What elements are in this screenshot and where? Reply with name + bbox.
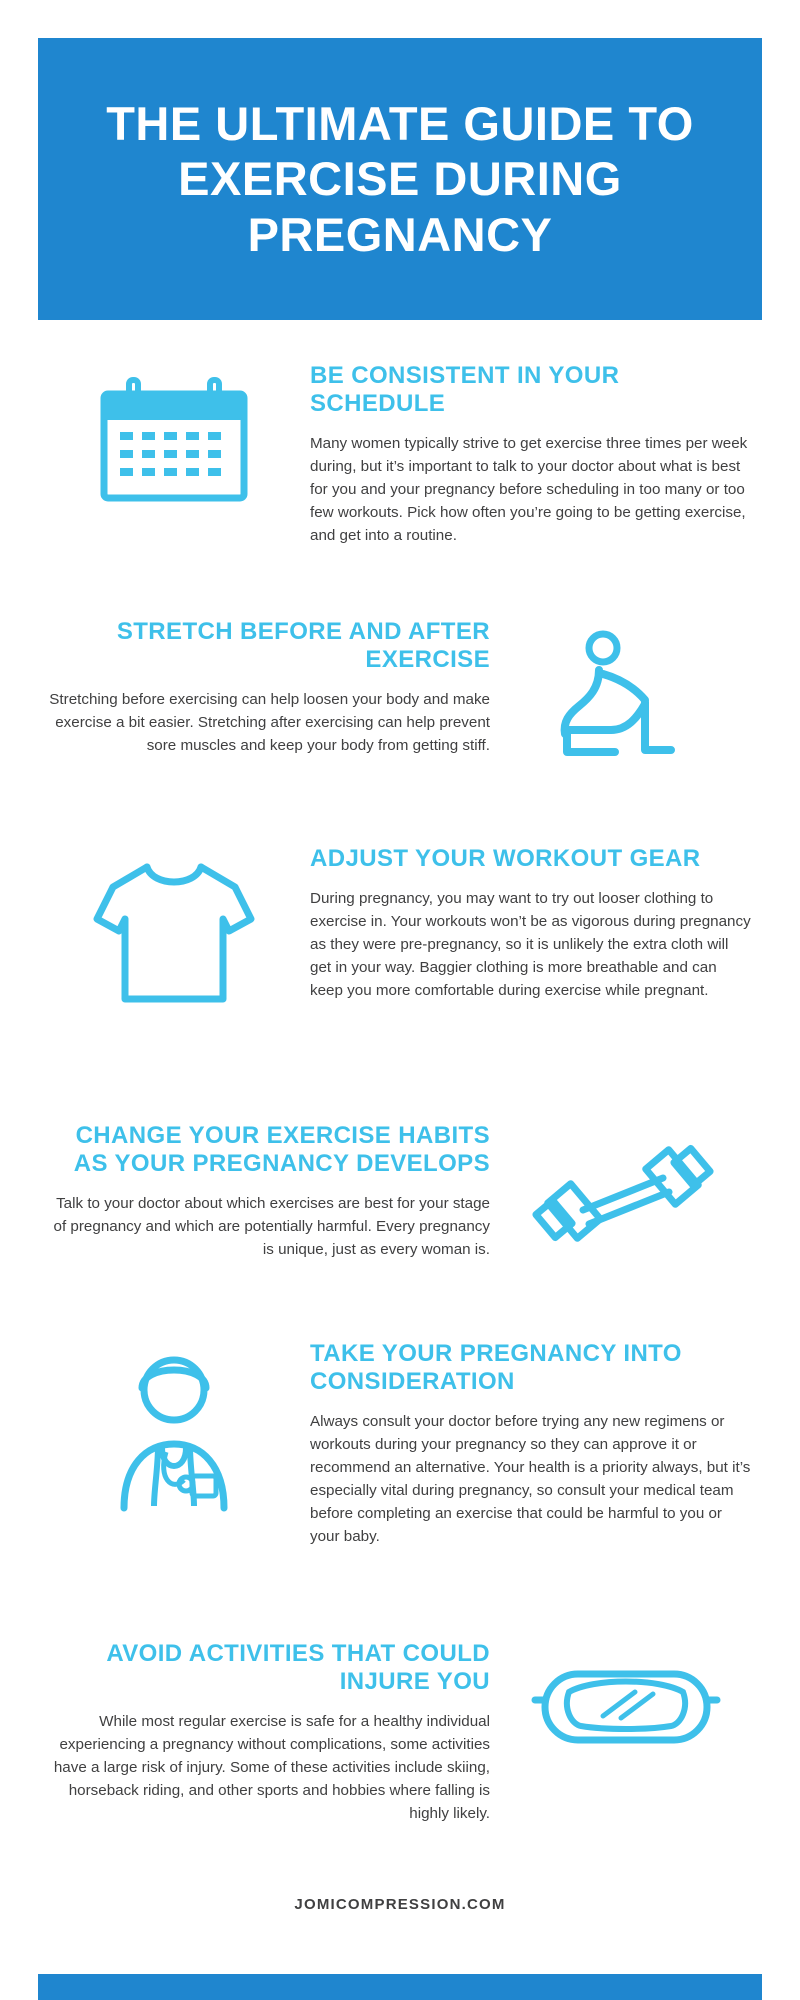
doctor-icon [84,1348,264,1523]
section-body: While most regular exercise is safe for a healthy individual experiencing a pregnancy without complications, some activities have a large risk of injury. Some of these activities include skiing, horseback riding, and other sports and hobbies where falling is highly likely. [53,1712,490,1823]
stretching-person-icon-cell [490,618,762,776]
section-take-pregnancy-into-consideration [38,1340,762,1548]
left-margin [0,0,38,2000]
stretching-person-icon [541,626,711,776]
dumbbell-icon [531,1130,721,1260]
section-body: During pregnancy, you may want to try out looser clothing to exercise in. Your workouts won’t be as vigorous during pregnancy as they were pre-pregnancy, so it is unlikely the extra cloth will get in your way. Baggier clothing is more breathable and can keep you more comfortable during exercise while pregnant. [310,889,751,1000]
section-title: BE CONSISTENT IN YOUR SCHEDULE [310,362,620,417]
section-text [38,1640,490,1825]
calendar-icon-cell [38,362,310,510]
footer-bar [38,1974,762,2000]
section-text [38,1122,490,1261]
section-text [310,1340,762,1548]
section-avoid-activities [38,1640,762,1825]
goggles-icon [531,1648,721,1768]
section-be-consistent [38,362,762,547]
goggles-icon-cell [490,1640,762,1768]
tshirt-icon [79,853,269,1013]
section-workout-gear [38,845,762,1013]
calendar-icon [84,370,264,510]
doctor-icon-cell [38,1340,310,1523]
section-text [310,845,762,1002]
section-body: Many women typically strive to get exercise three times per week during, but it’s important to talk to your doctor about what is best for you and your pregnancy before scheduling in too many or too few workouts. Pick how often you’re going to be getting exercise, and get into a routine. [310,434,748,545]
section-body: Always consult your doctor before trying any new regimens or workouts during your pregnancy so they can approve it or recommend an alternative. Your health is a priority always, but it’s especially vital during pregnancy, so consult your medical team before completing an exercise that could be harmful to you or your baby. [310,1412,751,1546]
tshirt-icon-cell [38,845,310,1013]
header-banner [38,38,762,320]
section-body: Stretching before exercising can help loosen your body and make exercise a bit easier. Stretching after exercising can help prevent sore muscles and keep your body from getting stiff. [49,690,490,754]
section-text [310,362,762,547]
section-title: CHANGE YOUR EXERCISE HABITS AS YOUR PREGNANCY DEVELOPS [73,1122,490,1177]
dumbbell-icon-cell [490,1122,762,1260]
page-title: THE ULTIMATE GUIDE TO EXERCISE DURING PREGNANCY [106,96,694,261]
section-text [38,618,490,757]
section-title: TAKE YOUR PREGNANCY INTO CONSIDERATION [310,1340,682,1395]
section-title: STRETCH BEFORE AND AFTER EXERCISE [116,618,490,673]
section-body: Talk to your doctor about which exercises are best for your stage of pregnancy and which are potentially harmful. Every pregnancy is unique, just as every woman is. [53,1194,490,1258]
footer-site-url: JOMICOMPRESSION.COM [294,1896,506,1913]
section-stretch [38,618,762,776]
right-margin [762,0,800,2000]
section-title: AVOID ACTIVITIES THAT COULD INJURE YOU [106,1640,490,1695]
section-title: ADJUST YOUR WORKOUT GEAR [310,845,701,872]
section-change-habits [38,1122,762,1261]
